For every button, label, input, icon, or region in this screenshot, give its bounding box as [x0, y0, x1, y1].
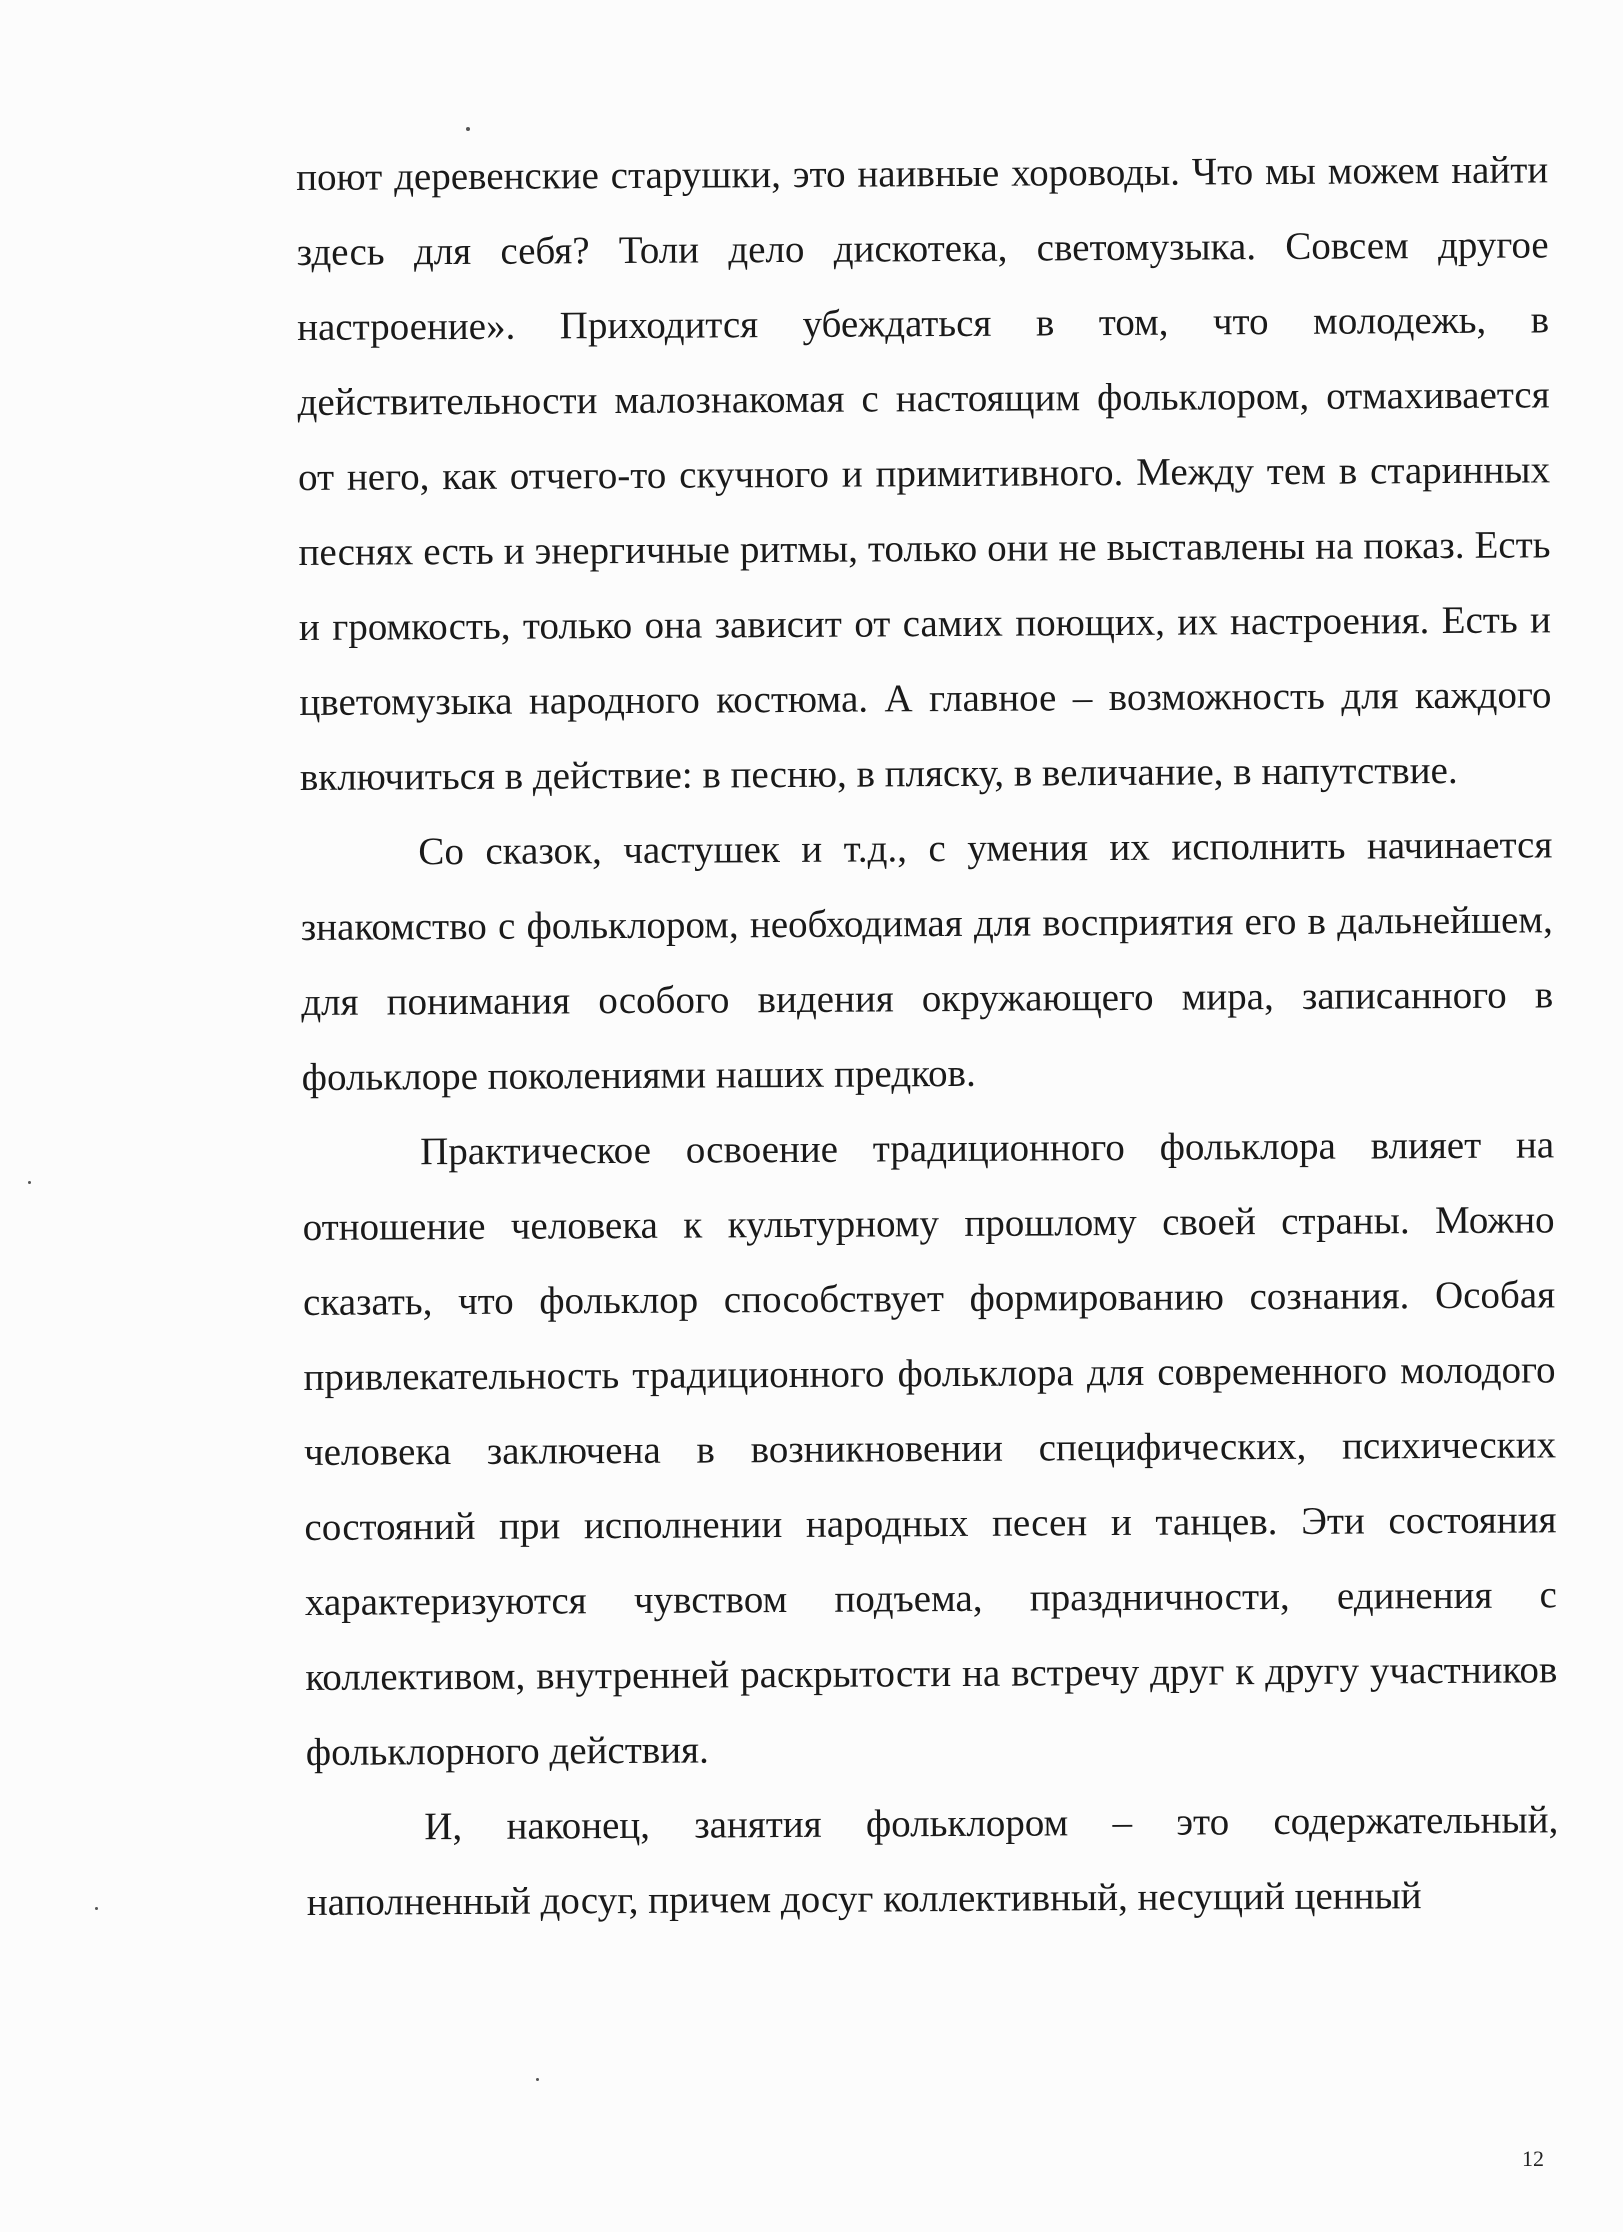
paragraph: Со сказок, частушек и т.д., с умения их исполнить начинается знакомство с фольклором, необходимая для восприятия его в дальнейшем, для понимания особого видения окружающего мира, записанного в фольклоре поколениями наших предков. [300, 823, 1554, 1099]
page-number: 12 [1522, 2146, 1544, 2171]
scan-speck [536, 2078, 539, 2081]
body-text [296, 132, 1559, 1940]
paragraph: Практическое освоение традиционного фольклора влияет на отношение человека к культурному прошлому своей страны. Можно сказать, что фольклор способствует формированию сознания. Особая привлекательность традиционного фольклора для современного молодого человека заключена в возникновении специфических, психических состояний при исполнении народных песен и танцев. Эти состояния характеризуются чувством подъема, праздничности, единения с коллективом, внутренней раскрытости на встречу друг к другу участников фольклорного действия. [302, 1123, 1558, 1774]
paragraph: И, наконец, занятия фольклором – это содержательный, наполненный досуг, причем досуг коллективный, несущий ценный [306, 1798, 1559, 1924]
scan-speck [28, 1181, 31, 1184]
paragraph: поют деревенские старушки, это наивные хороводы. Что мы можем найти здесь для себя? Толи дело дискотека, светомузыка. Совсем другое настроение». Приходится убеждаться в том, что молодежь, в действительности малознакомая с настоящим фольклором, отмахивается от него, как отчего-то скучного и примитивного. Между тем в старинных песнях есть и энергичные ритмы, только они не выставлены на показ. Есть и громкость, только она зависит от самих поющих, их настроения. Есть и цветомузыка народного костюма. А главное – возможность для каждого включиться в действие: в песню, в пляску, в величание, в напутствие. [296, 148, 1552, 799]
scan-speck [95, 1907, 98, 1910]
scan-speck [466, 127, 470, 131]
